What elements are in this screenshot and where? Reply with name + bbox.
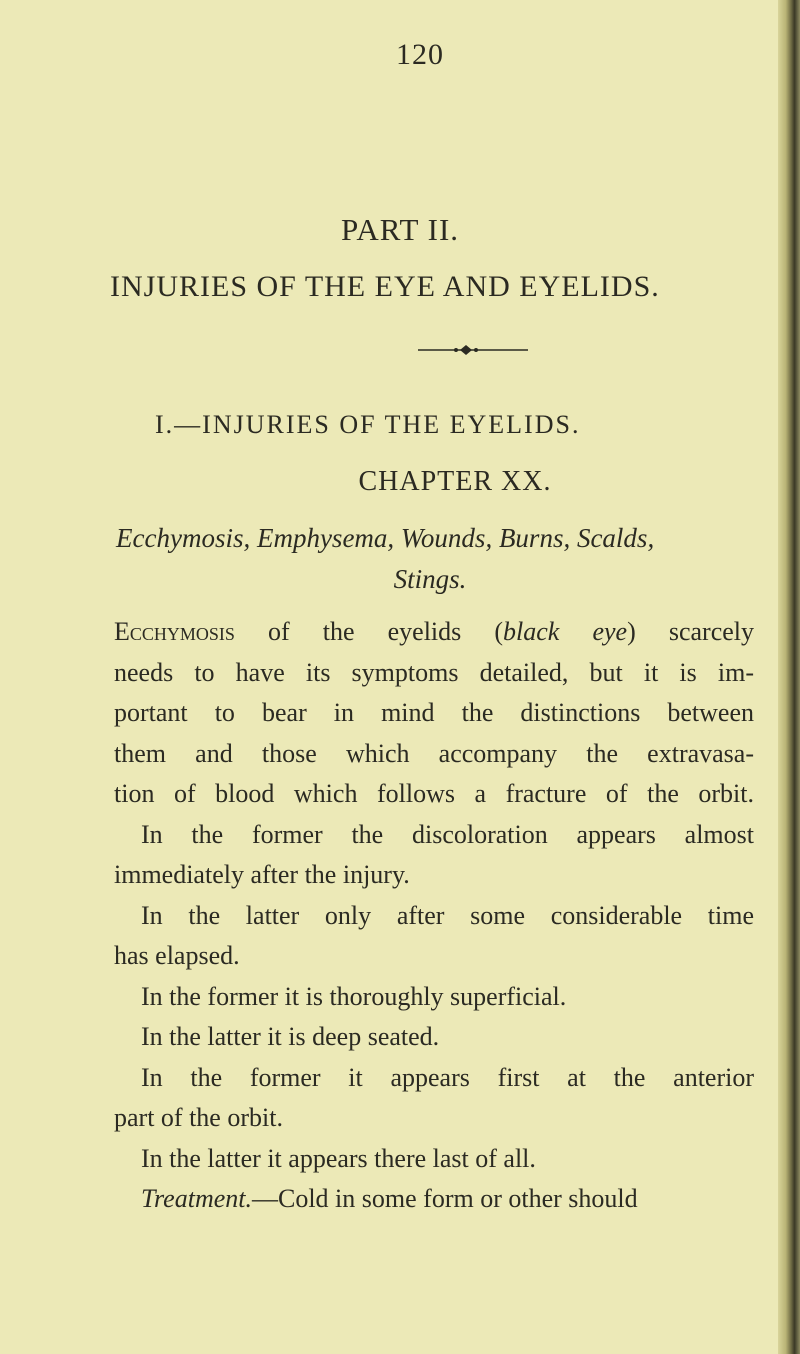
treatment-heading: Treatment.: [141, 1184, 252, 1213]
body-line: part of the orbit.: [114, 1103, 283, 1132]
chapter-subtitle-line-2: Stings.: [393, 564, 467, 594]
page-edge: [778, 0, 800, 1354]
body-line: In the latter only after some considerable time: [141, 900, 754, 930]
part-title: PART II.: [340, 212, 460, 247]
body-line: has elapsed.: [114, 941, 240, 970]
rule-with-diamond-ornament: [418, 343, 528, 357]
chapter-subtitle-line-1: Ecchymosis, Emphysema, Wounds, Burns, Scalds,: [116, 523, 655, 553]
body-line: them and those which accompany the extravasa-: [114, 738, 754, 768]
body-line: In the former the discoloration appears almost: [141, 819, 754, 849]
small-caps-term: Ecchymosis: [114, 617, 235, 646]
body-line: In the former it is thoroughly superficial.: [141, 981, 567, 1011]
section-title: I.—INJURIES OF THE EYELIDS.: [155, 410, 581, 439]
page-number: 120: [396, 38, 444, 71]
body-line: Treatment.—Cold in some form or other should: [141, 1184, 638, 1213]
italic-term: black eye: [503, 617, 628, 646]
body-line: Ecchymosis of the eyelids (black eye) scarcely: [114, 617, 754, 646]
body-line: tion of blood which follows a fracture of the orbit.: [114, 779, 754, 808]
body-line: In the latter it is deep seated.: [141, 1022, 440, 1051]
body-line: portant to bear in mind the distinctions between: [114, 698, 754, 727]
body-line: needs to have its symptoms detailed, but it is im-: [114, 657, 754, 687]
main-title: INJURIES OF THE EYE AND EYELIDS.: [110, 270, 660, 303]
body-text: [114, 612, 754, 1220]
body-line: immediately after the injury.: [114, 860, 410, 889]
body-line: In the latter it appears there last of all.: [141, 1143, 536, 1173]
body-line: In the former it appears first at the anterior: [141, 1062, 754, 1092]
chapter-title: CHAPTER XX.: [358, 466, 552, 497]
